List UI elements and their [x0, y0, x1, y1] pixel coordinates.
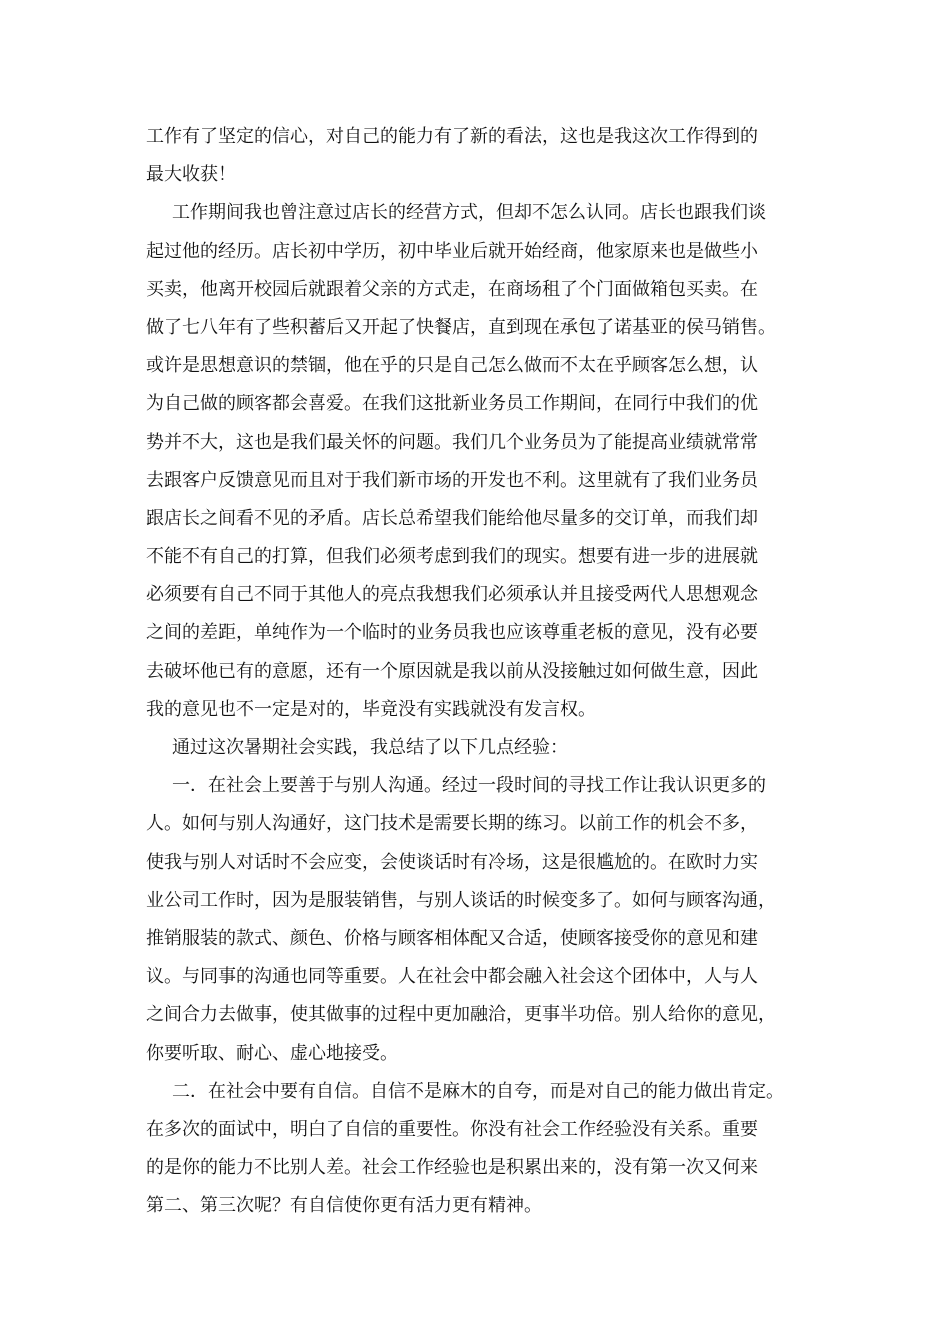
document-line: 一．在社会上要善于与别人沟通。经过一段时间的寻找工作让我认识更多的	[172, 775, 766, 797]
document-line: 议。与同事的沟通也同等重要。人在社会中都会融入社会这个团体中，人与人	[146, 966, 758, 988]
document-line: 之间合力去做事，使其做事的过程中更加融洽，更事半功倍。别人给你的意见，	[146, 1004, 776, 1026]
document-line: 之间的差距，单纯作为一个临时的业务员我也应该尊重老板的意见，没有必要	[146, 622, 758, 644]
document-line: 必须要有自己不同于其他人的亮点我想我们必须承认并且接受两代人思想观念	[146, 584, 758, 606]
document-line: 工作期间我也曾注意过店长的经营方式，但却不怎么认同。店长也跟我们谈	[172, 202, 766, 224]
document-line: 你要听取、耐心、虚心地接受。	[146, 1042, 398, 1064]
document-line: 我的意见也不一定是对的，毕竟没有实践就没有发言权。	[146, 698, 596, 720]
document-line: 或许是思想意识的禁锢，他在乎的只是自己怎么做而不太在乎顾客怎么想，认	[146, 355, 758, 377]
document-line: 使我与别人对话时不会应变，会使谈话时有冷场，这是很尴尬的。在欧时力实	[146, 851, 758, 873]
document-line: 人。如何与别人沟通好，这门技术是需要长期的练习。以前工作的机会不多，	[146, 813, 758, 835]
document-line: 业公司工作时，因为是服装销售，与别人谈话的时候变多了。如何与顾客沟通，	[146, 889, 776, 911]
document-line: 最大收获！	[146, 164, 236, 186]
document-line: 在多次的面试中，明白了自信的重要性。你没有社会工作经验没有关系。重要	[146, 1118, 758, 1140]
document-line: 去破坏他已有的意愿，还有一个原因就是我以前从没接触过如何做生意，因此	[146, 660, 758, 682]
document-line: 去跟客户反馈意见而且对于我们新市场的开发也不利。这里就有了我们业务员	[146, 469, 758, 491]
document-line: 跟店长之间看不见的矛盾。店长总希望我们能给他尽量多的交订单，而我们却	[146, 507, 758, 529]
document-line: 第二、第三次呢？有自信使你更有活力更有精神。	[146, 1195, 542, 1217]
document-body	[146, 118, 846, 1225]
document-line: 买卖，他离开校园后就跟着父亲的方式走，在商场租了个门面做箱包买卖。在	[146, 278, 758, 300]
document-line: 做了七八年有了些积蓄后又开起了快餐店，直到现在承包了诺基亚的侯马销售。	[146, 316, 776, 338]
document-line: 势并不大，这也是我们最关怀的问题。我们几个业务员为了能提高业绩就常常	[146, 431, 758, 453]
document-line: 推销服装的款式、颜色、价格与顾客相体配又合适，使顾客接受你的意见和建	[146, 927, 758, 949]
document-line: 二．在社会中要有自信。自信不是麻木的自夸，而是对自己的能力做出肯定。	[172, 1080, 784, 1102]
document-line: 起过他的经历。店长初中学历，初中毕业后就开始经商，他家原来也是做些小	[146, 240, 758, 262]
document-line: 工作有了坚定的信心，对自己的能力有了新的看法，这也是我这次工作得到的	[146, 126, 758, 147]
document-line: 的是你的能力不比别人差。社会工作经验也是积累出来的，没有第一次又何来	[146, 1157, 758, 1179]
document-line: 为自己做的顾客都会喜爱。在我们这批新业务员工作期间，在同行中我们的优	[146, 393, 758, 415]
document-line: 不能不有自己的打算，但我们必须考虑到我们的现实。想要有进一步的进展就	[146, 546, 758, 568]
document-line: 通过这次暑期社会实践，我总结了以下几点经验：	[172, 737, 568, 758]
